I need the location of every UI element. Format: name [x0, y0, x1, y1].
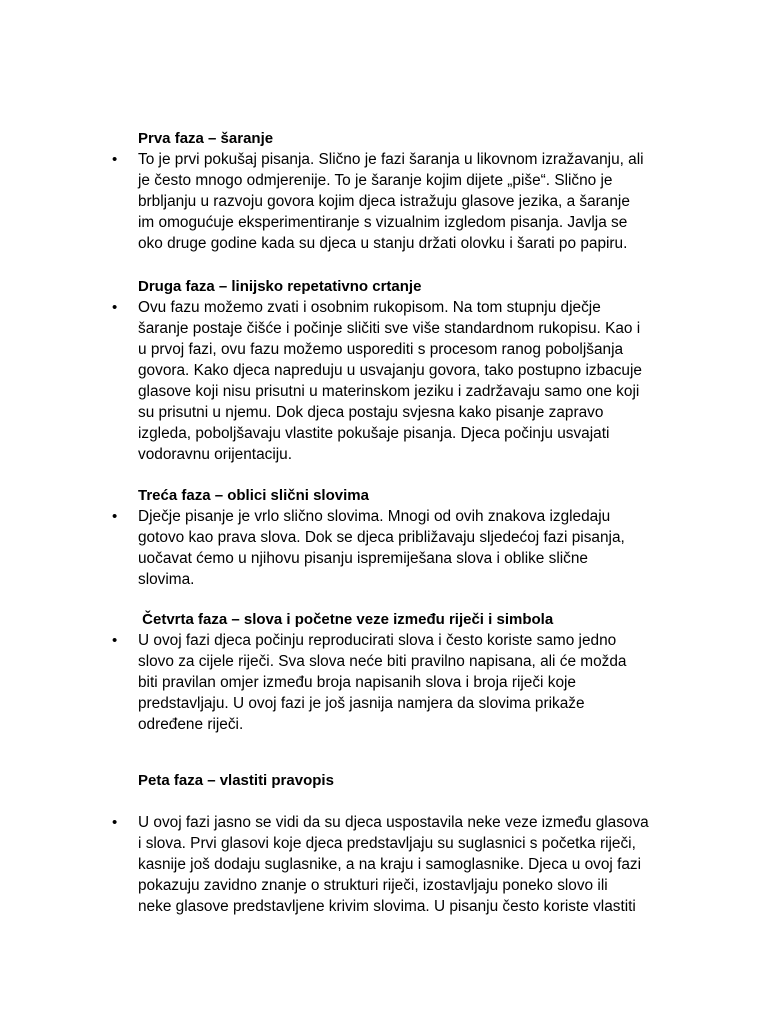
text-line: To je prvi pokušaj pisanja. Slično je fazi šaranja u likovnom izražavanju, ali — [138, 151, 644, 168]
section-heading: Peta faza – vlastiti pravopis — [138, 772, 334, 789]
paragraph — [138, 812, 688, 917]
text-line: Dječje pisanje je vrlo slično slovima. Mnogi od ovih znakova izgledaju — [138, 508, 611, 525]
text-line: glasove koji nisu prisutni u materinskom jeziku i zadržavaju samo one koji — [138, 383, 640, 400]
bullet-icon: • — [112, 151, 118, 168]
section-heading: Treća faza – oblici slični slovima — [138, 487, 369, 504]
text-line: pokazuju zavidno znanje o strukturi riječi, izostavljaju poneko slovo ili — [138, 877, 608, 894]
text-line: U ovoj fazi jasno se vidi da su djeca uspostavila neke veze između glasova — [138, 814, 649, 831]
text-line: brbljanju u razvoju govora kojim djeca istražuju glasove jezika, a šaranje — [138, 193, 630, 210]
text-line: predstavljaju. U ovoj fazi je još jasnija namjera da slovima prikaže — [138, 695, 585, 712]
text-line: u prvoj fazi, ovu fazu možemo usporediti s procesom ranog poboljšanja — [138, 341, 624, 358]
section-heading: Prva faza – šaranje — [138, 130, 274, 147]
text-line: i slova. Prvi glasovi koje djeca predstavljaju su suglasnici s početka riječi, — [138, 835, 636, 852]
text-line: U ovoj fazi djeca počinju reproducirati slova i često koriste samo jedno — [138, 632, 617, 649]
text-line: šaranje postaje čišće i počinje sličiti sve više standardnom rukopisu. Kao i — [138, 320, 641, 337]
text-line: gotovo kao prava slova. Dok se djeca približavaju sljedećoj fazi pisanja, — [138, 529, 625, 546]
bullet-icon: • — [112, 299, 118, 316]
text-line: oko druge godine kada su djeca u stanju držati olovku i šarati po papiru. — [138, 235, 628, 252]
text-line: Ovu fazu možemo zvati i osobnim rukopisom. Na tom stupnju dječje — [138, 299, 601, 316]
text-line: govora. Kako djeca napreduju u usvajanju govora, tako postupno izbacuje — [138, 362, 642, 379]
section-heading: Četvrta faza – slova i početne veze između riječi i simbola — [138, 611, 554, 628]
paragraph — [138, 149, 688, 254]
text-line: su prisutni u njemu. Dok djeca postaju svjesna kako pisanje zapravo — [138, 404, 604, 421]
text-line: je često mnogo odmjerenije. To je šaranje kojim dijete „piše“. Slično je — [138, 172, 613, 189]
bullet-icon: • — [112, 508, 118, 525]
section-heading: Druga faza – linijsko repetativno crtanje — [138, 278, 422, 295]
bullet-icon: • — [112, 632, 118, 649]
text-line: izgleda, poboljšavaju vlastite pokušaje pisanja. Djeca počinju usvajati — [138, 425, 610, 442]
text-line: određene riječi. — [138, 716, 244, 733]
text-line: vodoravnu orijentaciju. — [138, 446, 292, 463]
paragraph — [138, 630, 688, 735]
paragraph — [138, 297, 688, 465]
text-line: biti pravilan omjer između broja napisanih slova i broja riječi koje — [138, 674, 576, 691]
bullet-icon: • — [112, 814, 118, 831]
text-line: slovima. — [138, 571, 195, 588]
text-line: slovo za cijele riječi. Sva slova neće biti pravilno napisana, ali će možda — [138, 653, 627, 670]
text-line: uočavat ćemo u njihovu pisanju ispremiješana slova i oblike slične — [138, 550, 588, 567]
text-line: neke glasove predstavljene krivim slovima. U pisanju često koriste vlastiti — [138, 898, 636, 915]
text-line: im omogućuje eksperimentiranje s vizualnim izgledom pisanja. Javlja se — [138, 214, 628, 231]
text-line: kasnije još dodaju suglasnike, a na kraju i samoglasnike. Djeca u ovoj fazi — [138, 856, 642, 873]
paragraph — [138, 506, 688, 590]
